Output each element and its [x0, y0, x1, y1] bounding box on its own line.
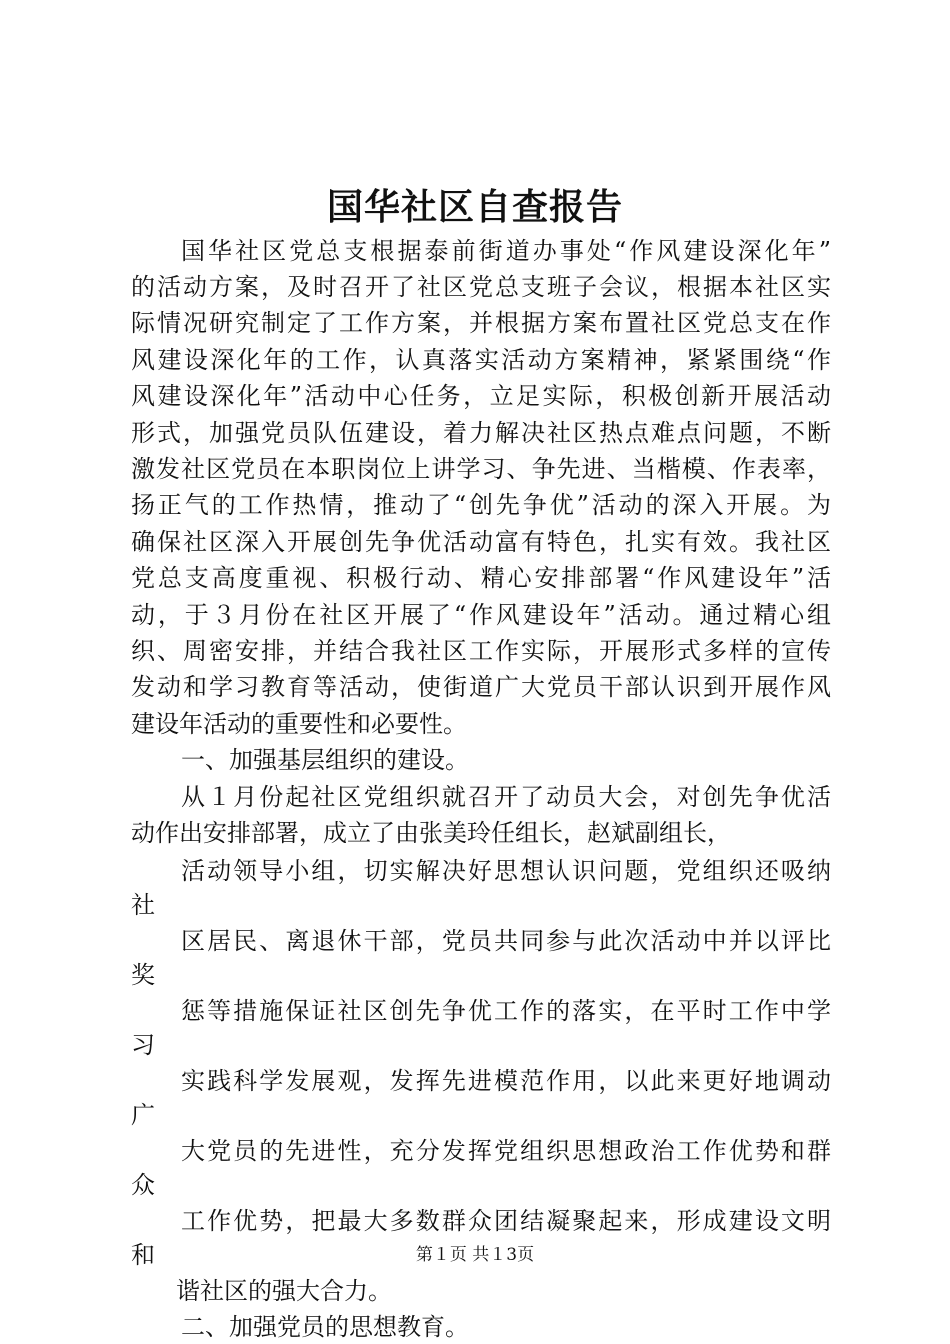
paragraph-line: 动，于３月份在社区开展了“作风建设年”活动。通过精心组 [131, 601, 831, 629]
paragraph-line: 大党员的先进性，充分发挥党组织思想政治工作优势和群 [181, 1137, 831, 1165]
paragraph-line: 工作优势，把最大多数群众团结凝聚起来，形成建设文明 [181, 1207, 831, 1235]
paragraph-line: 区居民、离退休干部，党员共同参与此次活动中并以评比 [181, 927, 831, 955]
section-heading: 一、加强基层组织的建设。 [181, 746, 469, 774]
paragraph-line: 国华社区党总支根据泰前街道办事处“作风建设深化年” [181, 237, 831, 265]
paragraph-line: 风建设深化年的工作，认真落实活动方案精神，紧紧围绕“作 [131, 346, 831, 374]
paragraph-line: 发动和学习教育等活动，使街道广大党员干部认识到开展作风 [131, 673, 831, 701]
paragraph-line: 扬正气的工作热情，推动了“创先争优”活动的深入开展。为 [131, 491, 831, 519]
paragraph-line: 实践科学发展观，发挥先进模范作用，以此来更好地调动 [181, 1067, 831, 1095]
paragraph-line: 的活动方案，及时召开了社区党总支班子会议，根据本社区实 [131, 273, 831, 301]
paragraph-line: 动作出安排部署，成立了由张美玲任组长，赵斌副组长， [131, 819, 731, 847]
paragraph-line: 习 [131, 1031, 155, 1059]
paragraph-line: 谐社区的强大合力。 [176, 1277, 392, 1305]
paragraph-line: 和 [131, 1241, 155, 1269]
paragraph-line: 奖 [131, 961, 155, 989]
document-title: 国华社区自查报告 [326, 186, 623, 228]
paragraph-line: 从１月份起社区党组织就召开了动员大会，对创先争优活 [181, 783, 831, 811]
page-number-footer: 第１页 共１3页 [415, 1245, 535, 1265]
paragraph-line: 活动领导小组，切实解决好思想认识问题，党组织还吸纳 [181, 857, 831, 885]
paragraph-line: 确保社区深入开展创先争优活动富有特色，扎实有效。我社区 [131, 528, 831, 556]
paragraph-line: 际情况研究制定了工作方案，并根据方案布置社区党总支在作 [131, 309, 831, 337]
paragraph-line: 党总支高度重视、积极行动、精心安排部署“作风建设年”活 [131, 564, 831, 592]
paragraph-line: 激发社区党员在本职岗位上讲学习、争先进、当楷模、作表率， [131, 455, 831, 483]
paragraph-line: 建设年活动的重要性和必要性。 [131, 710, 467, 738]
paragraph-line: 风建设深化年”活动中心任务，立足实际，积极创新开展活动 [131, 382, 831, 410]
paragraph-line: 织、周密安排，并结合我社区工作实际，开展形式多样的宣传 [131, 637, 831, 665]
paragraph-line: 惩等措施保证社区创先争优工作的落实，在平时工作中学 [181, 997, 831, 1025]
paragraph-line: 广 [131, 1101, 155, 1129]
paragraph-line: 社 [131, 891, 155, 919]
paragraph-line: 形式，加强党员队伍建设，着力解决社区热点难点问题，不断 [131, 419, 831, 447]
section-heading: 二、加强党员的思想教育。 [181, 1313, 469, 1341]
paragraph-line: 众 [131, 1171, 155, 1199]
